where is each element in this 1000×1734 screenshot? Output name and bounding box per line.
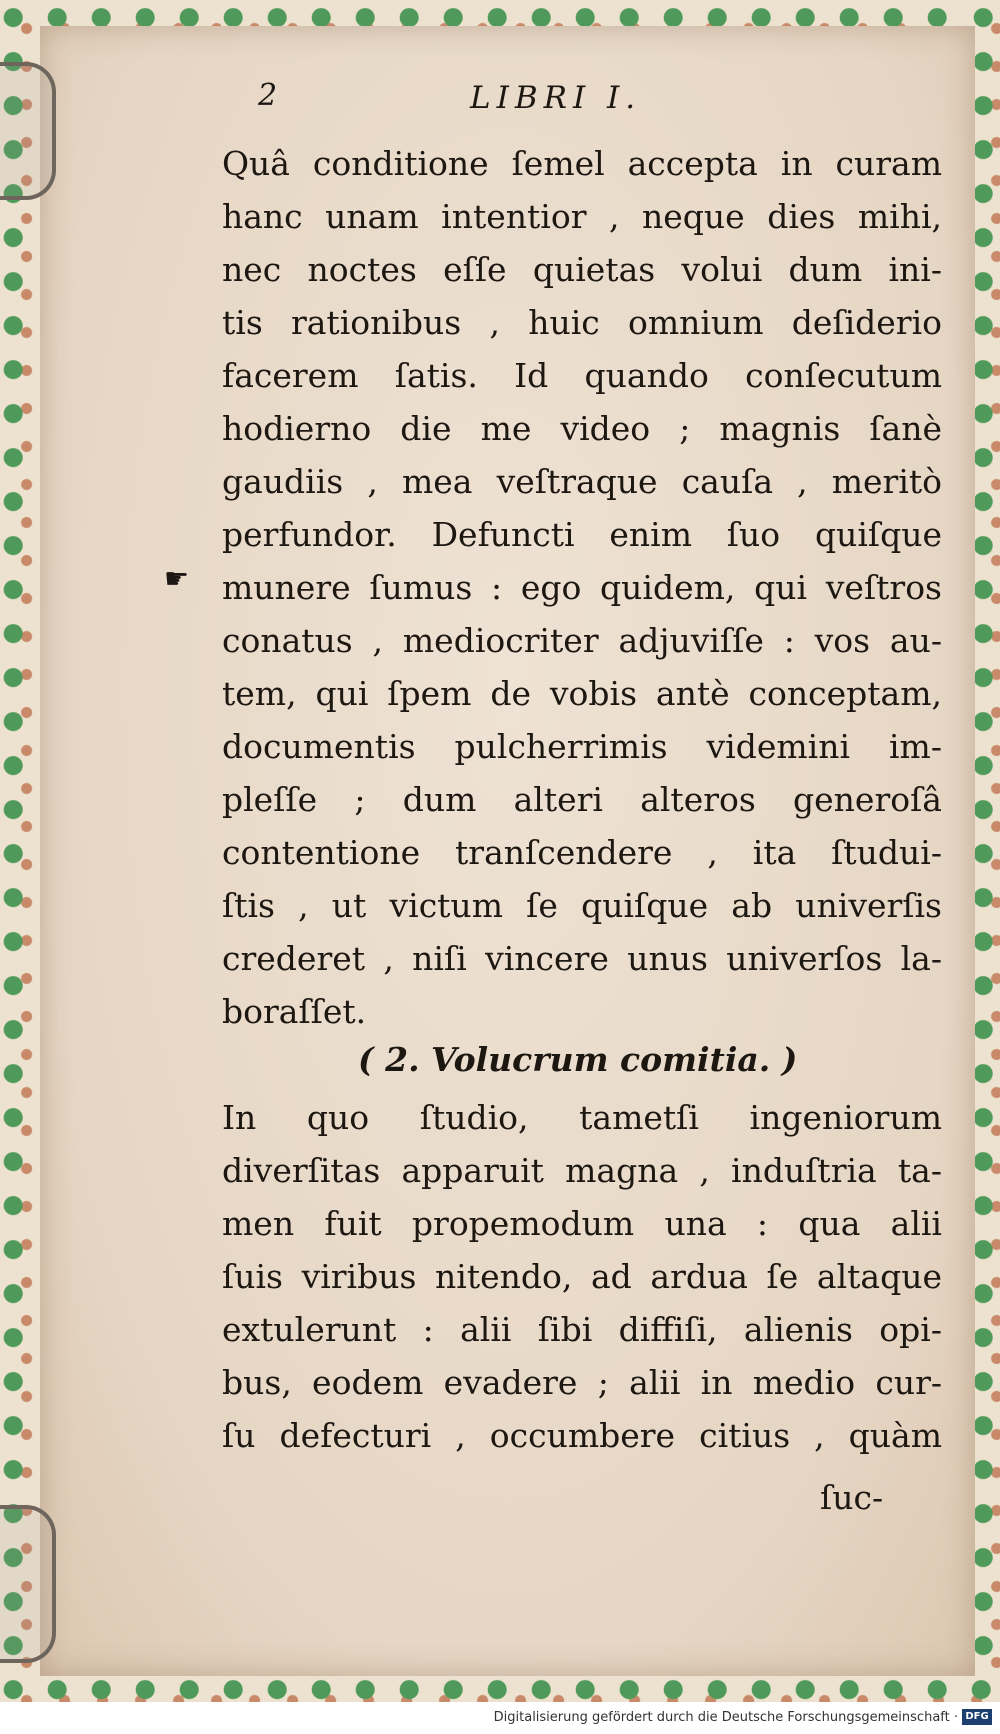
- body-line: crederet , niſi vincere unus univerſos la-: [222, 939, 942, 978]
- body-line: facerem ſatis. Id quando conſecutum: [222, 356, 942, 395]
- page-clasp-bottom: [0, 1505, 56, 1663]
- body-line: diverſitas apparuit magna , induſtria ta-: [222, 1151, 942, 1190]
- body-line: men fuit propemodum una : qua alii: [222, 1204, 942, 1243]
- body-line: munere ſumus : ego quidem, qui veſtros: [222, 568, 942, 607]
- body-line: bus, eodem evadere ; alii in medio cur-: [222, 1363, 942, 1402]
- body-line: perfundor. Defuncti enim ſuo quiſque: [222, 515, 942, 554]
- dfg-logo: DFG: [962, 1709, 992, 1725]
- body-line: contentione tranſcendere , ita ſtudui-: [222, 833, 942, 872]
- funding-credit: Digitalisierung gefördert durch die Deutsche Forschungsgemeinschaft ·: [493, 1710, 958, 1725]
- marbled-binding-top: [0, 0, 1000, 26]
- section-heading: ( 2. Volucrum comitia. ): [358, 1040, 798, 1079]
- body-line: hodierno die me video ; magnis ſanè: [222, 409, 942, 448]
- body-line: ſtis , ut victum ſe quiſque ab univerſis: [222, 886, 942, 925]
- marbled-binding-bottom: [0, 1672, 1000, 1702]
- body-line: boraſſet.: [222, 992, 367, 1031]
- body-line: ſu defecturi , occumbere citius , quàm: [222, 1416, 942, 1455]
- body-line: gaudiis , mea veſtraque cauſa , meritò: [222, 462, 942, 501]
- body-line: Quâ conditione ſemel accepta in curam: [222, 144, 942, 183]
- page-clasp-top: [0, 62, 56, 200]
- page-number: 2: [258, 78, 278, 113]
- manicule-mark-icon: ☛: [164, 562, 190, 595]
- catchword: ſuc-: [820, 1478, 884, 1517]
- body-line: tem, qui ſpem de vobis antè conceptam,: [222, 674, 942, 713]
- body-line: In quo ſtudio, tametſi ingeniorum: [222, 1098, 942, 1137]
- body-line: extulerunt : alii ſibi diffiſi, alienis opi-: [222, 1310, 942, 1349]
- running-head: LIBRI I.: [470, 80, 642, 116]
- body-line: nec noctes eſſe quietas volui dum ini-: [222, 250, 942, 289]
- body-line: documentis pulcherrimis videmini im-: [222, 727, 942, 766]
- body-line: hanc unam intentior , neque dies mihi,: [222, 197, 942, 236]
- body-line: conatus , mediocriter adjuviſſe : vos au-: [222, 621, 942, 660]
- body-line: tis rationibus , huic omnium deſiderio: [222, 303, 942, 342]
- body-line: ſuis viribus nitendo, ad ardua ſe altaque: [222, 1257, 942, 1296]
- digitization-footer: [0, 1702, 1000, 1734]
- body-line: pleſſe ; dum alteri alteros generoſâ: [222, 780, 942, 819]
